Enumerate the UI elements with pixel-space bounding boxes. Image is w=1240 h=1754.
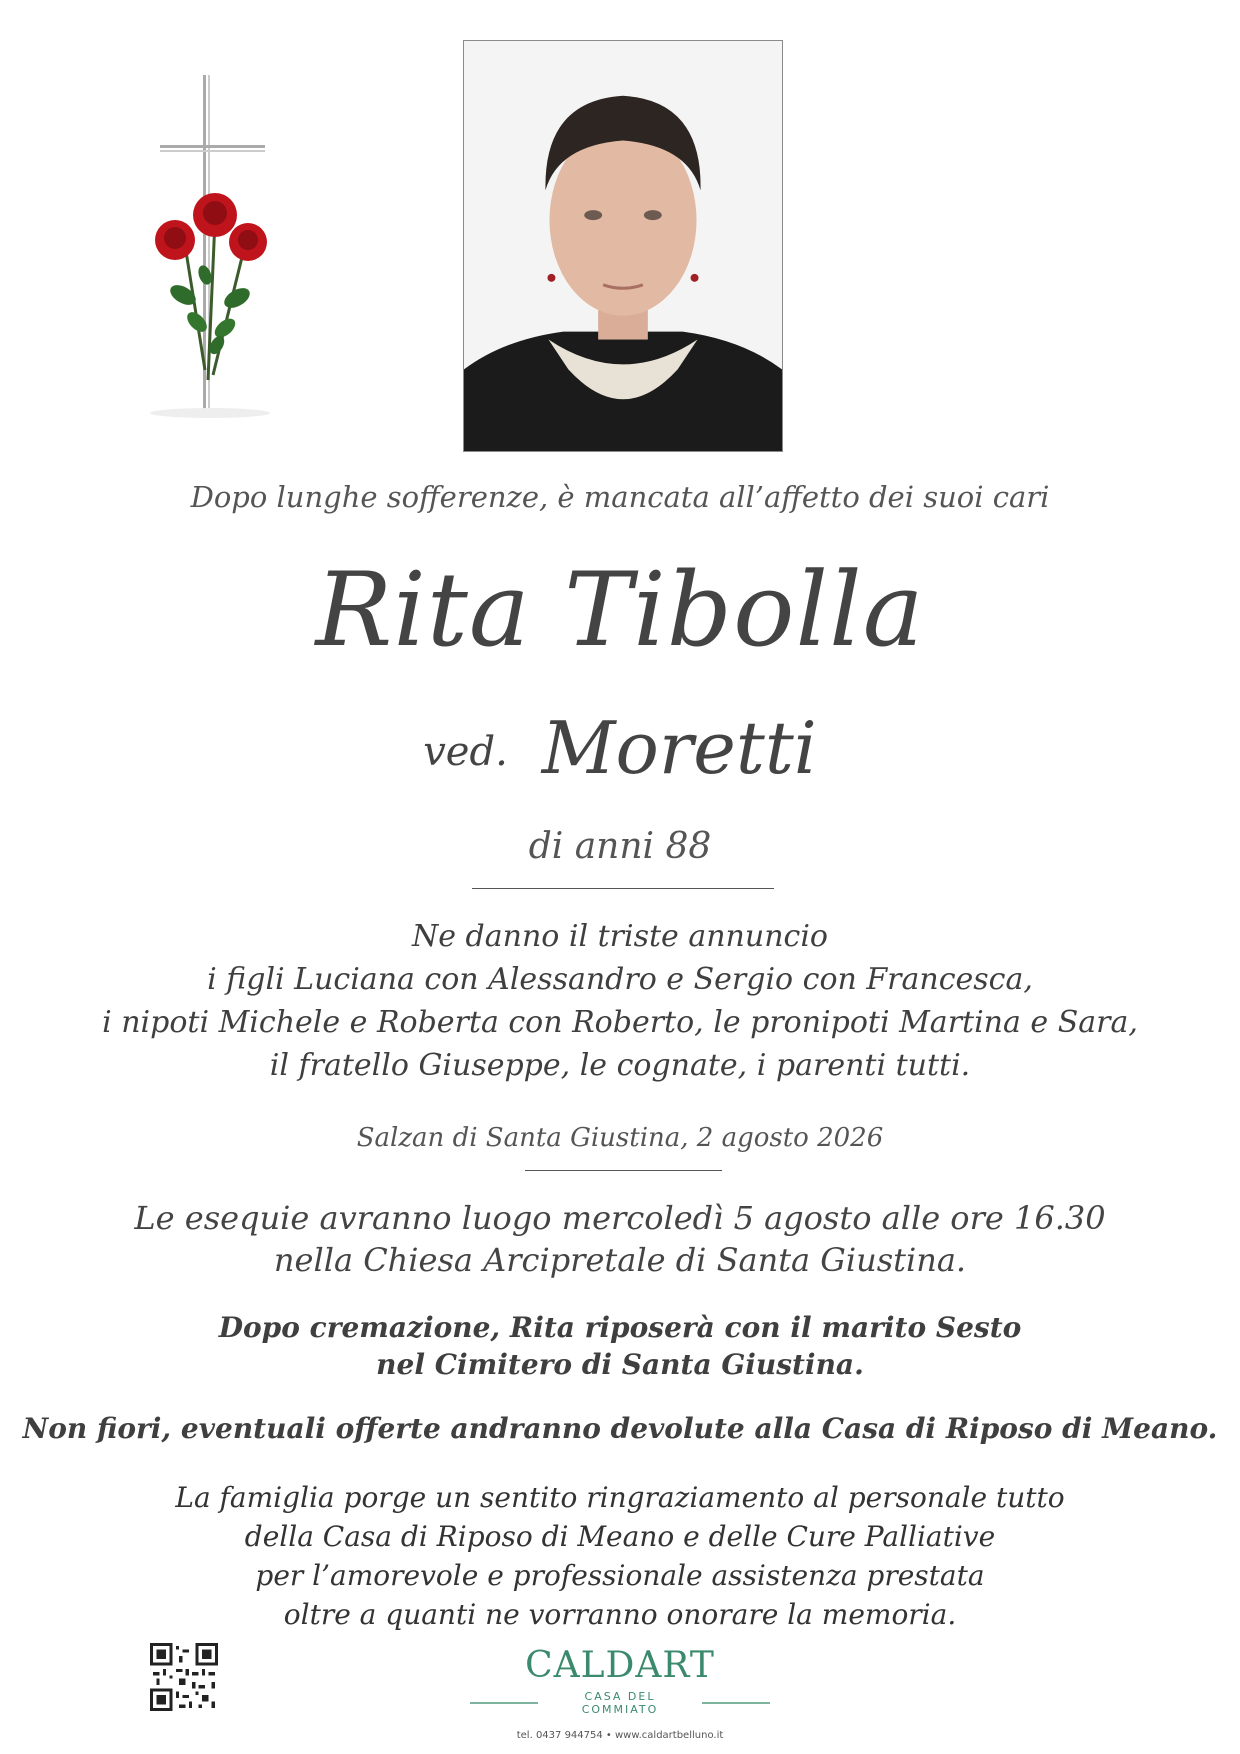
logo-divider [470, 1702, 538, 1704]
announcement-line: i figli Luciana con Alessandro e Sergio con Francesca, [207, 962, 1033, 997]
cross-with-roses-icon [145, 70, 285, 430]
announcement-line: il fratello Giuseppe, le cognate, i parenti tutti. [269, 1048, 971, 1083]
married-surname: Moretti [541, 706, 817, 790]
logo-contact: tel. 0437 944754 • www.caldartbelluno.it [516, 1730, 724, 1741]
thanks-line: La famiglia porge un sentito ringraziamento al personale tutto [175, 1481, 1065, 1514]
married-prefix: ved. [423, 729, 508, 775]
cremation-info [0, 1309, 1240, 1383]
age-text: di anni 88 [528, 826, 712, 867]
thanks-line: oltre a quanti ne vorranno onorare la memoria. [283, 1598, 957, 1631]
intro-text: Dopo lunghe sofferenze, è mancata all’affetto dei suoi cari [190, 480, 1050, 514]
married-name [0, 706, 1240, 790]
logo-divider [702, 1702, 770, 1704]
deceased-name: Rita Tibolla [315, 551, 925, 670]
funeral-line: Le esequie avranno luogo mercoledì 5 agosto alle ore 16.30 [134, 1199, 1106, 1237]
funeral-line: nella Chiesa Arcipretale di Santa Giustina. [273, 1241, 967, 1279]
cremation-line: nel Cimitero di Santa Giustina. [376, 1348, 864, 1381]
flowers-note: Non fiori, eventuali offerte andranno devolute alla Casa di Riposo di Meano. [22, 1412, 1218, 1445]
qr-code-icon[interactable] [150, 1643, 218, 1711]
caldart-logo [470, 1645, 770, 1741]
portrait-photo [463, 40, 783, 452]
thanks-line: per l’amorevole e professionale assistenza prestata [255, 1559, 985, 1592]
announcement-line: Ne danno il triste annuncio [412, 919, 828, 954]
place-date: Salzan di Santa Giustina, 2 agosto 2026 [356, 1123, 884, 1153]
divider [472, 888, 774, 889]
divider [525, 1170, 722, 1171]
announcement-line: i nipoti Michele e Roberta con Roberto, le pronipoti Martina e Sara, [102, 1005, 1138, 1040]
funeral-info [0, 1197, 1240, 1281]
announcement-block [0, 915, 1240, 1087]
thanks-block [0, 1478, 1240, 1634]
thanks-line: della Casa di Riposo di Meano e delle Cure Palliative [244, 1520, 996, 1553]
logo-subtitle: CASA DEL COMMIATO [581, 1690, 659, 1716]
cremation-line: Dopo cremazione, Rita riposerà con il marito Sesto [218, 1311, 1022, 1344]
logo-name: CALDART [525, 1645, 715, 1686]
